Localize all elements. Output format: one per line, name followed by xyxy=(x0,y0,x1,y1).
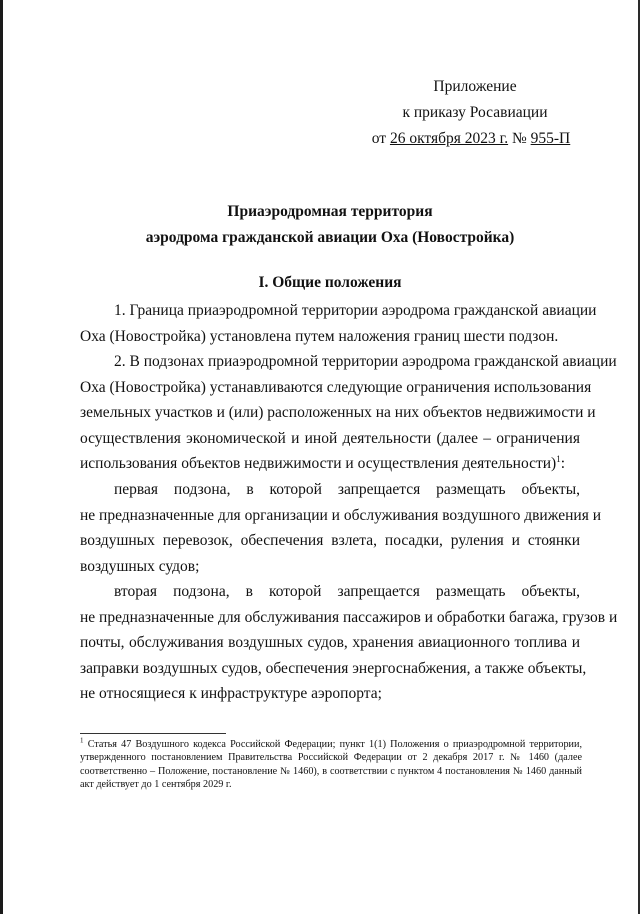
paragraph-1-line-1: 1. Граница приаэродромной территории аэродрома гражданской авиации xyxy=(114,302,597,319)
scan-border-left xyxy=(0,0,3,914)
paragraph-1-line-2: Оха (Новостройка) установлена путем наложения границ шести подзон. xyxy=(80,327,559,345)
subzone-2-line-5: не относящиеся к инфраструктуре аэропорта; xyxy=(80,685,382,703)
paragraph-1 xyxy=(80,298,597,349)
approval-date: 26 октября 2023 г. xyxy=(389,130,509,147)
footnote-line-3: соответственно – Положение, постановление № 1460), в соответствии с пунктом 4 постановления № 1460 данный xyxy=(80,765,582,777)
approval-line-appendix: Приложение xyxy=(433,78,517,95)
subzone-2-line-1: вторая подзона, в которой запрещается размещать объекты, xyxy=(114,583,580,600)
approval-number-prefix: № xyxy=(508,130,531,147)
footnote-line-4: акт действует до 1 сентября 2029 г. xyxy=(80,779,232,791)
footnote-reference: 1 xyxy=(556,454,561,465)
paragraph-subzone-1 xyxy=(80,477,602,579)
footnote-line-1 xyxy=(80,738,582,751)
footnote xyxy=(80,738,582,792)
subzone-2-line-3: почты, обслуживания воздушных судов, хранения авиационного топлива и xyxy=(80,634,580,652)
approval-block xyxy=(360,74,590,152)
paragraph-2-line-5-text: использования объектов недвижимости и осуществления деятельности) xyxy=(80,455,557,473)
paragraph-subzone-2 xyxy=(80,579,618,707)
footnote-line-2: утвержденного постановлением Правительства Российской Федерации от 2 декабря 2017 г. № 1460 (далее xyxy=(80,752,582,764)
document-title-line-2: аэродрома гражданской авиации Оха (Новостройка) xyxy=(145,229,515,246)
paragraph-2-line-1: 2. В подзонах приаэродромной территории аэродрома гражданской авиации xyxy=(114,353,617,370)
subzone-2-line-4: заправки воздушных судов, обеспечения энергоснабжения, а также объекты, xyxy=(80,659,587,677)
paragraph-2-line-3: земельных участков и (или) расположенных на них объектов недвижимости и xyxy=(80,404,596,422)
footnote-separator xyxy=(80,733,226,734)
paragraph-2-line-2: Оха (Новостройка) устанавливаются следующие ограничения использования xyxy=(80,378,592,396)
paragraph-2-line-5 xyxy=(80,451,580,477)
subzone-1-line-1: первая подзона, в которой запрещается размещать объекты, xyxy=(114,481,580,498)
subzone-1-line-4: воздушных судов; xyxy=(80,557,200,575)
paragraph-2-line-4: осуществления экономической и иной деятельности (далее – ограничения xyxy=(80,429,580,447)
paragraph-2-colon: : xyxy=(560,455,566,473)
footnote-line-1-text: Статья 47 Воздушного кодекса Российской Федерации; пункт 1(1) Положения о приаэродромной территории, xyxy=(87,739,583,750)
document-title-line-1: Приаэродромная территория xyxy=(227,203,433,220)
footnote-mark: 1 xyxy=(80,736,84,745)
section-heading: I. Общие положения xyxy=(258,274,402,291)
approval-date-prefix: от xyxy=(371,130,390,147)
approval-number: 955-П xyxy=(530,130,571,147)
approval-line-order: к приказу Росавиации xyxy=(402,104,548,121)
approval-line-date xyxy=(356,126,586,152)
subzone-1-line-2: не предназначенные для организации и обслуживания воздушного движения и xyxy=(80,506,602,524)
subzone-1-line-3: воздушных перевозок, обеспечения взлета, посадки, руления и стоянки xyxy=(80,532,580,550)
subzone-2-line-2: не предназначенные для обслуживания пассажиров и обработки багажа, грузов и xyxy=(80,608,618,626)
paragraph-2 xyxy=(80,349,617,477)
